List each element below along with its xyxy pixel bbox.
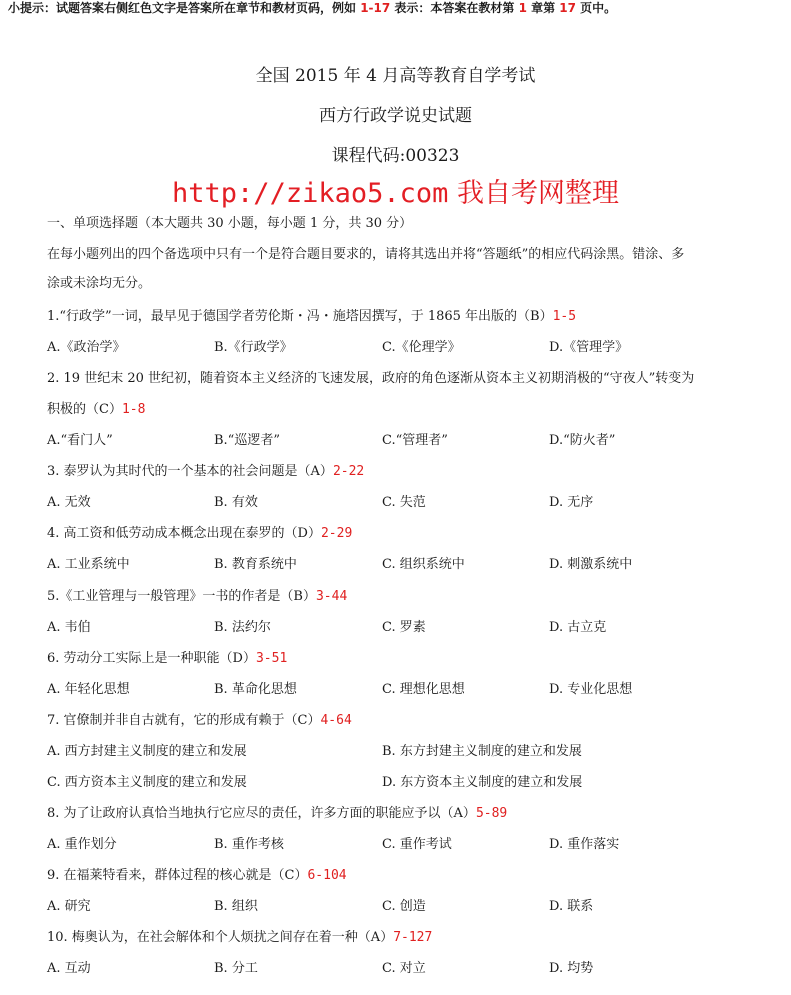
question-text: 积极的（C） — [47, 402, 122, 417]
hint-text-2: 表示：本答案在教材第 — [390, 1, 519, 15]
option-row — [47, 833, 747, 853]
watermark-url: http://zikao5.com — [172, 178, 449, 209]
option-b: B.《行政学》 — [214, 340, 293, 355]
option-d: D. 专业化思想 — [549, 682, 633, 697]
option-b: B. 法约尔 — [214, 620, 271, 635]
hint-text-1: 小提示：试题答案右侧红色文字是答案所在章节和教材页码，例如 — [8, 1, 361, 15]
exam-title: 全国 2015 年 4 月高等教育自学考试 — [255, 66, 536, 86]
option-c: C. 罗素 — [382, 620, 426, 635]
option-d: D. 均势 — [549, 961, 594, 976]
question-stem — [47, 522, 352, 541]
option-c: C.《伦理学》 — [382, 340, 461, 355]
instruction-line-1: 在每小题列出的四个备选项中只有一个是符合题目要求的，请将其选出并将“答题纸”的相应代码涂黑。错涂、多 — [47, 247, 685, 262]
option-row — [47, 957, 747, 977]
option-c: C. 失范 — [382, 495, 426, 510]
option-a: A. 韦伯 — [47, 620, 91, 635]
question-text: 5.《工业管理与一般管理》一书的作者是（B） — [47, 589, 316, 604]
answer-ref: 4-64 — [320, 713, 352, 728]
option-b: B. 东方封建主义制度的建立和发展 — [382, 744, 582, 759]
answer-ref: 5-89 — [475, 806, 508, 821]
question-text: 3. 泰罗认为其时代的一个基本的社会问题是（A） — [47, 464, 333, 479]
option-c: C. 理想化思想 — [382, 682, 465, 697]
option-row — [47, 740, 747, 760]
option-d: D. 重作落实 — [549, 837, 620, 852]
option-c: C. 重作考试 — [382, 837, 452, 852]
option-d: D. 联系 — [549, 899, 594, 914]
option-d: D. 东方资本主义制度的建立和发展 — [382, 775, 583, 790]
answer-ref: 6-104 — [307, 868, 347, 883]
answer-ref: 1-8 — [121, 402, 146, 417]
option-a: A. 互动 — [47, 961, 91, 976]
option-a: A. 重作划分 — [47, 837, 117, 852]
option-a: A.《政治学》 — [47, 340, 126, 355]
option-row — [47, 678, 747, 698]
option-b: B. 革命化思想 — [214, 682, 297, 697]
hint-example-ref: 1-17 — [360, 1, 391, 15]
question-text: 7. 官僚制并非自古就有，它的形成有赖于（C） — [47, 713, 321, 728]
answer-ref: 7-127 — [393, 930, 433, 945]
watermark-text: 我自考网整理 — [448, 178, 619, 209]
question-stem-cont — [47, 398, 145, 417]
option-d: D. 刺激系统中 — [549, 557, 633, 572]
option-c: C. 西方资本主义制度的建立和发展 — [47, 775, 247, 790]
option-d: D.“防火者” — [549, 433, 616, 448]
option-d: D.《管理学》 — [549, 340, 629, 355]
option-row — [47, 553, 747, 573]
answer-ref: 3-44 — [315, 589, 348, 604]
option-row — [47, 895, 747, 915]
hint-line — [8, 0, 783, 16]
option-row — [47, 616, 747, 636]
option-c: C. 组织系统中 — [382, 557, 465, 572]
question-text: 10. 梅奥认为，在社会解体和个人烦扰之间存在着一种（A） — [47, 930, 394, 945]
hint-page: 17 — [559, 1, 576, 15]
hint-chapter: 1 — [518, 1, 527, 15]
option-row — [47, 491, 747, 511]
option-a: A.“看门人” — [47, 433, 113, 448]
hint-text-3: 章第 — [526, 1, 560, 15]
option-d: D. 无序 — [549, 495, 594, 510]
option-b: B. 分工 — [214, 961, 258, 976]
watermark — [0, 171, 791, 210]
option-c: C.“管理者” — [382, 433, 448, 448]
exam-subject: 西方行政学说史试题 — [319, 106, 472, 126]
option-b: B.“巡逻者” — [214, 433, 280, 448]
option-b: B. 教育系统中 — [214, 557, 297, 572]
question-stem: 2. 19 世纪末 20 世纪初，随着资本主义经济的飞速发展，政府的角色逐渐从资本主义初期消极的“守夜人”转变为 — [47, 371, 695, 386]
question-text: 6. 劳动分工实际上是一种职能（D） — [47, 651, 256, 666]
option-b: B. 组织 — [214, 899, 258, 914]
option-b: B. 有效 — [214, 495, 258, 510]
question-stem — [47, 709, 352, 728]
option-row — [47, 429, 747, 449]
question-text: 4. 高工资和低劳动成本概念出现在泰罗的（D） — [47, 526, 321, 541]
answer-ref: 2-22 — [332, 464, 365, 479]
option-c: C. 创造 — [382, 899, 426, 914]
question-stem — [47, 305, 576, 324]
question-stem — [47, 585, 347, 604]
option-a: A. 年轻化思想 — [47, 682, 130, 697]
question-stem — [47, 802, 507, 821]
course-code: 课程代码:00323 — [331, 146, 460, 166]
option-a: A. 研究 — [47, 899, 91, 914]
hint-text-4: 页中。 — [576, 1, 617, 15]
answer-ref: 1-5 — [552, 309, 577, 324]
question-stem — [47, 647, 287, 666]
question-text: 9. 在福莱特看来，群体过程的核心就是（C） — [47, 868, 308, 883]
option-d: D. 古立克 — [549, 620, 607, 635]
option-a: A. 无效 — [47, 495, 91, 510]
section-heading: 一、单项选择题（本大题共 30 小题，每小题 1 分，共 30 分） — [47, 216, 413, 231]
instruction-line-2: 涂或未涂均无分。 — [47, 276, 152, 291]
option-b: B. 重作考核 — [214, 837, 284, 852]
question-stem — [47, 926, 432, 945]
question-text: 1.“行政学”一词，最早见于德国学者劳伦斯・冯・施塔因撰写，于 1865 年出版的（B） — [47, 309, 553, 324]
option-a: A. 工业系统中 — [47, 557, 130, 572]
option-row — [47, 771, 747, 791]
answer-ref: 2-29 — [320, 526, 353, 541]
option-row — [47, 336, 747, 356]
question-stem — [47, 864, 347, 883]
question-stem — [47, 460, 364, 479]
option-c: C. 对立 — [382, 961, 426, 976]
question-text: 8. 为了让政府认真恰当地执行它应尽的责任，许多方面的职能应予以（A） — [47, 806, 476, 821]
answer-ref: 3-51 — [255, 651, 288, 666]
option-a: A. 西方封建主义制度的建立和发展 — [47, 744, 247, 759]
